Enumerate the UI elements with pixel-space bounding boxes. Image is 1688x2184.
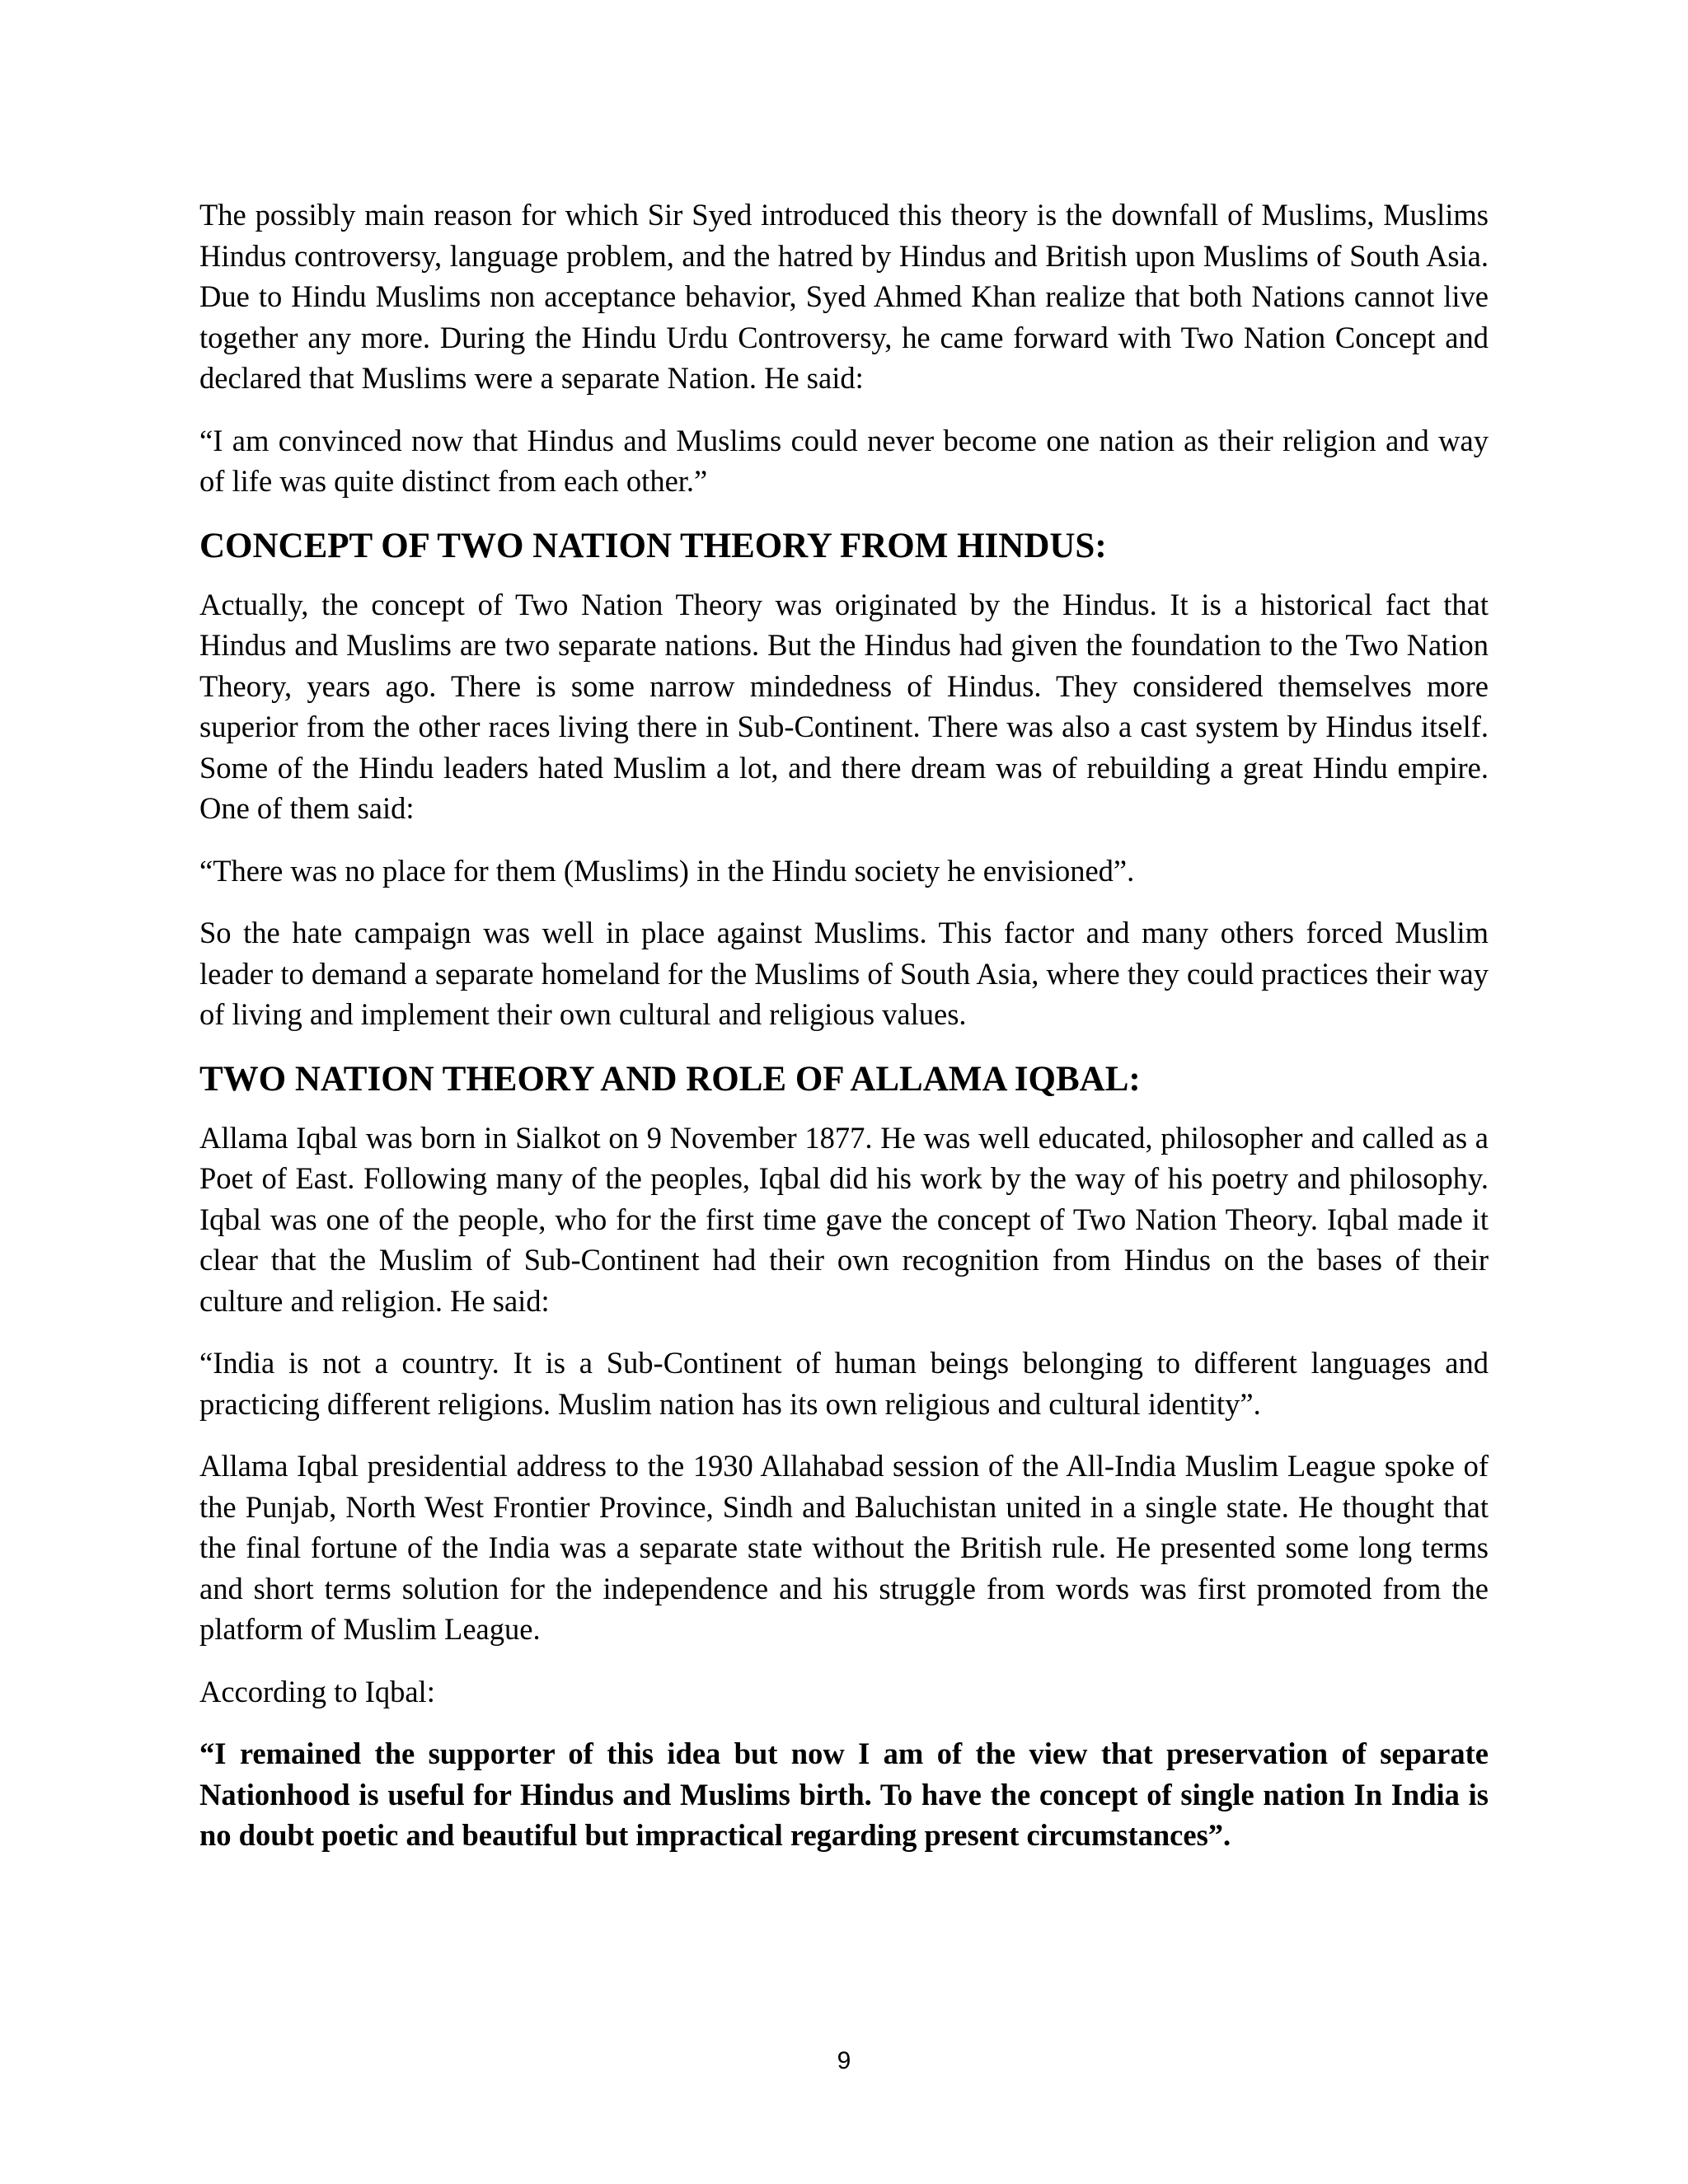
bold-quote-paragraph: “I remained the supporter of this idea but now I am of the view that preservation of separate Nationhood is useful for Hindus and Muslims birth. To have the concept of single nation In India is no doubt poetic and beautiful but impractical regarding present circumstances”. — [199, 1736, 1489, 1852]
body-paragraph: Actually, the concept of Two Nation Theory was originated by the Hindus. It is a historical fact that Hindus and Muslims are two separate nations. But the Hindus had given the foundation to the Two Nation Theory, years ago. There is some narrow mindedness of Hindus. They considered themselves more superior from the other races living there in Sub-Continent. There was also a cast system by Hindus itself. Some of the Hindu leaders hated Muslim a lot, and there dream was of rebuilding a great Hindu empire. One of them said: — [199, 587, 1489, 825]
body-paragraph: The possibly main reason for which Sir Syed introduced this theory is the downfall of Muslims, Muslims Hindus controversy, language problem, and the hatred by Hindus and British upon Muslims of South Asia. Due to Hindu Muslims non acceptance behavior, Syed Ahmed Khan realize that both Nations cannot live together any more. During the Hindu Urdu Controversy, he came forward with Two Nation Concept and declared that Muslims were a separate Nation. He said: — [199, 198, 1489, 395]
quote-paragraph: “India is not a country. It is a Sub-Continent of human beings belonging to different languages and practicing different religions. Muslim nation has its own religious and cultural identity”. — [199, 1346, 1489, 1421]
page-content — [199, 194, 1489, 1877]
page-number: 9 — [837, 2047, 851, 2074]
section-heading: CONCEPT OF TWO NATION THEORY FROM HINDUS: — [199, 526, 1107, 565]
body-paragraph: Allama Iqbal was born in Sialkot on 9 November 1877. He was well educated, philosopher and called as a Poet of East. Following many of the peoples, Iqbal did his work by the way of his poetry and philosophy. Iqbal was one of the people, who for the first time gave the concept of Two Nation Theory. Iqbal made it clear that the Muslim of Sub-Continent had their own recognition from Hindus on the bases of their culture and religion. He said: — [199, 1120, 1489, 1318]
body-paragraph: Allama Iqbal presidential address to the 1930 Allahabad session of the All-India Muslim League spoke of the Punjab, North West Frontier Province, Sindh and Baluchistan united in a single state. He thought that the final fortune of the India was a separate state without the British rule. He presented some long terms and short terms solution for the independence and his struggle from words was first promoted from the platform of Muslim League. — [199, 1449, 1489, 1646]
section-heading: TWO NATION THEORY AND ROLE OF ALLAMA IQBAL: — [199, 1059, 1141, 1099]
quote-paragraph: “I am convinced now that Hindus and Muslims could never become one nation as their religion and way of life was quite distinct from each other.” — [199, 423, 1489, 498]
body-paragraph: So the hate campaign was well in place against Muslims. This factor and many others forced Muslim leader to demand a separate homeland for the Muslims of South Asia, where they could practices their way of living and implement their own cultural and religious values. — [199, 916, 1489, 1031]
body-paragraph: According to Iqbal: — [199, 1674, 435, 1708]
quote-paragraph: “There was no place for them (Muslims) in the Hindu society he envisioned”. — [199, 853, 1135, 888]
